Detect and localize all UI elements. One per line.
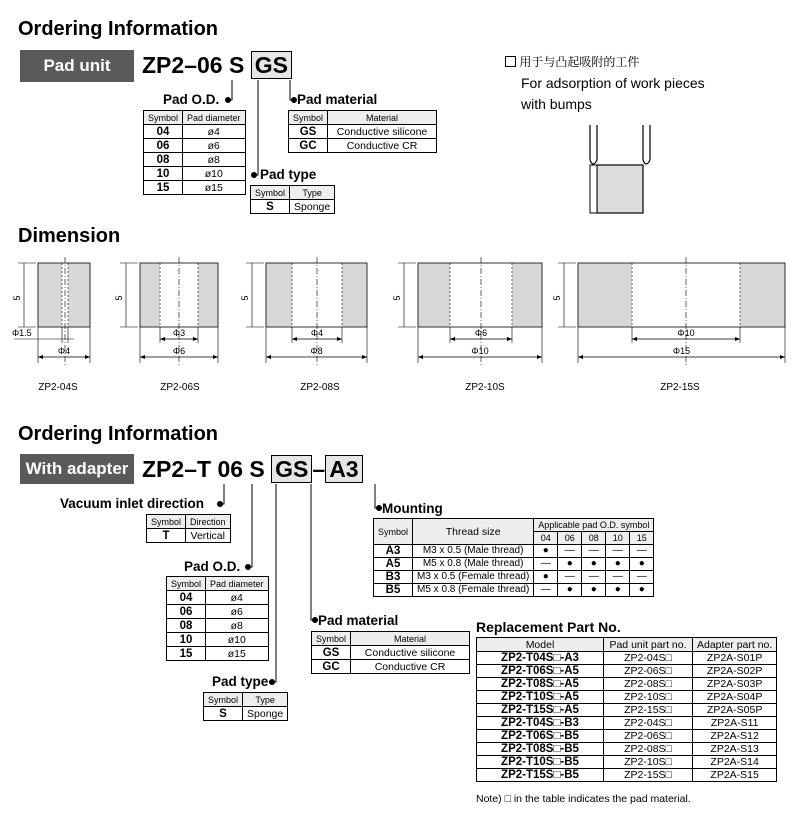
model-caption: ZP2-08S	[300, 382, 340, 393]
dimension-label: Φ6	[474, 328, 488, 338]
model-caption: ZP2-06S	[160, 382, 200, 393]
pad-type-label-2: Pad type	[212, 674, 269, 689]
mounting-row: B5 M5 x 0.8 (Female thread) — ● ● ● ●	[374, 584, 654, 597]
replacement-row: ZP2-T08S□-B5 ZP2-08S□ ZP2A-S13	[477, 743, 777, 756]
dimension-label: Φ4	[310, 328, 324, 338]
mounting-row: A3 M3 x 0.5 (Male thread) ● — — — —	[374, 545, 654, 558]
dimension-label: Φ6	[172, 346, 186, 356]
pad-od-label-2: Pad O.D.	[184, 559, 241, 574]
pad-type-table-1: Symbol Type S Sponge	[250, 185, 335, 214]
mounting-table: Symbol Thread size Applicable pad O.D. symbol 04 06 08 10 15 A3 M3 x 0.5 (Male thread) ● — — — — A5 M5 x 0.8 (Male thread) — ● ● ● ● B3 M3 x 0.5 (Female thread) ● — — — — B5 M5 x 0.8 (Female thread) — ● ● ● ●	[373, 518, 654, 597]
replacement-row: ZP2-T15S□-A5 ZP2-15S□ ZP2A-S05P	[477, 704, 777, 717]
mounting-label: Mounting	[382, 501, 443, 516]
replacement-note: Note) □ in the table indicates the pad material.	[476, 793, 691, 805]
dimension-title: Dimension	[18, 225, 121, 247]
replacement-title: Replacement Part No.	[476, 619, 621, 635]
pad-section-right	[342, 263, 367, 327]
vacuum-table: Symbol Direction T Vertical	[146, 514, 231, 543]
replacement-row: ZP2-T10S□-B5 ZP2-10S□ ZP2A-S14	[477, 756, 777, 769]
dimension-label: Φ10	[471, 346, 489, 356]
pad-material-label-1: Pad material	[297, 92, 378, 107]
pad-od-label-1: Pad O.D.	[163, 92, 220, 107]
pad-section-left	[140, 263, 160, 327]
pad-section-left	[38, 263, 62, 327]
dimension-label: 5	[552, 295, 562, 301]
pad-material-table-2: Symbol Material GS Conductive silicone GC Conductive CR	[311, 631, 470, 674]
pad-type-label-1: Pad type	[260, 167, 317, 182]
pad-unit-badge: Pad unit	[20, 50, 134, 82]
bump-note-cn: 用于与凸起吸附的工件	[505, 53, 639, 70]
pad-material-label-2: Pad material	[318, 613, 399, 628]
pad-section-right	[512, 263, 542, 327]
pad-section-right	[198, 263, 218, 327]
dimension-label: 5	[240, 295, 250, 301]
code-material: GS	[251, 51, 292, 79]
vacuum-label: Vacuum inlet direction	[60, 496, 205, 511]
bump-pad-illustration	[585, 120, 665, 215]
bump-note-en1: For adsorption of work pieces	[521, 75, 705, 91]
section2-title: Ordering Information	[18, 423, 218, 445]
replacement-row: ZP2-T15S□-B5 ZP2-15S□ ZP2A-S15	[477, 769, 777, 782]
pad-type-table-2: Symbol Type S Sponge	[203, 692, 288, 721]
pad-section-right	[68, 263, 90, 327]
part-code-2: ZP2–T 06 S GS – A3	[142, 455, 363, 483]
dimension-label: Φ10	[677, 328, 695, 338]
pad-material-table-1: Symbol Material GS Conductive silicone GC Conductive CR	[288, 110, 437, 153]
mounting-row: A5 M5 x 0.8 (Male thread) — ● ● ● ●	[374, 558, 654, 571]
replacement-row: ZP2-T04S□-B3 ZP2-04S□ ZP2A-S11	[477, 717, 777, 730]
model-caption: ZP2-15S	[660, 382, 700, 393]
pad-od-table-2: Symbol Pad diameter 04 ø4 06 ø6 08 ø8 10 ø10 15 ø15	[166, 576, 269, 661]
section1-title: Ordering Information	[18, 18, 218, 40]
dimension-label: Φ15	[672, 346, 691, 356]
dimension-label: 5	[12, 295, 22, 301]
dimension-label: Φ8	[310, 346, 323, 356]
with-adapter-badge: With adapter	[20, 454, 134, 484]
code-type: S	[228, 52, 245, 78]
code-dash: –	[184, 52, 197, 78]
pad-section-left	[418, 263, 450, 327]
dimension-label: 5	[114, 295, 124, 301]
model-caption: ZP2-10S	[465, 382, 505, 393]
dimension-label: Φ3	[172, 328, 186, 338]
replacement-table: Model Pad unit part no. Adapter part no. ZP2-T04S□-A3 ZP2-04S□ ZP2A-S01P ZP2-T06S□-A5 ZP2-06S□ ZP2A-S02P ZP2-T08S□-A5 ZP2-08S□ ZP2A-S03P ZP2-T10S□-A5 ZP2-10S□ ZP2A-S04P ZP2-T15S□-A5 ZP2-15S□ ZP2A-S05P ZP2-T04S□-B3 ZP2-04S□ ZP2A-S11 ZP2-T06S□-B5 ZP2-06S□ ZP2A-S12 ZP2-T08S□-B5 ZP2-08S□ ZP2A-S13 ZP2-T10S□-B5 ZP2-10S□ ZP2A-S14 ZP2-T15S□-B5 ZP2-15S□ ZP2A-S15	[476, 637, 777, 782]
replacement-row: ZP2-T04S□-A3 ZP2-04S□ ZP2A-S01P	[477, 652, 777, 665]
mounting-row: B3 M3 x 0.5 (Female thread) ● — — — —	[374, 571, 654, 584]
replacement-row: ZP2-T08S□-A5 ZP2-08S□ ZP2A-S03P	[477, 678, 777, 691]
bump-note-en2: with bumps	[521, 96, 592, 112]
code-od: 06	[196, 52, 223, 78]
replacement-row: ZP2-T10S□-A5 ZP2-10S□ ZP2A-S04P	[477, 691, 777, 704]
code-base: ZP2	[142, 52, 185, 78]
pad-od-table-1: Symbol Pad diameter 04 ø4 06 ø6 08 ø8 10 ø10 15 ø15	[143, 110, 246, 195]
replacement-row: ZP2-T06S□-A5 ZP2-06S□ ZP2A-S02P	[477, 665, 777, 678]
dimension-label: Φ1.5	[12, 328, 32, 338]
checkbox-icon	[505, 56, 516, 67]
pad-section-left	[578, 263, 632, 327]
model-caption: ZP2-04S	[38, 382, 78, 393]
pad-section-left	[266, 263, 292, 327]
dimension-label: Φ4	[57, 346, 71, 356]
replacement-row: ZP2-T06S□-B5 ZP2-06S□ ZP2A-S12	[477, 730, 777, 743]
dimension-label: 5	[392, 295, 402, 301]
pad-section-right	[740, 263, 785, 327]
